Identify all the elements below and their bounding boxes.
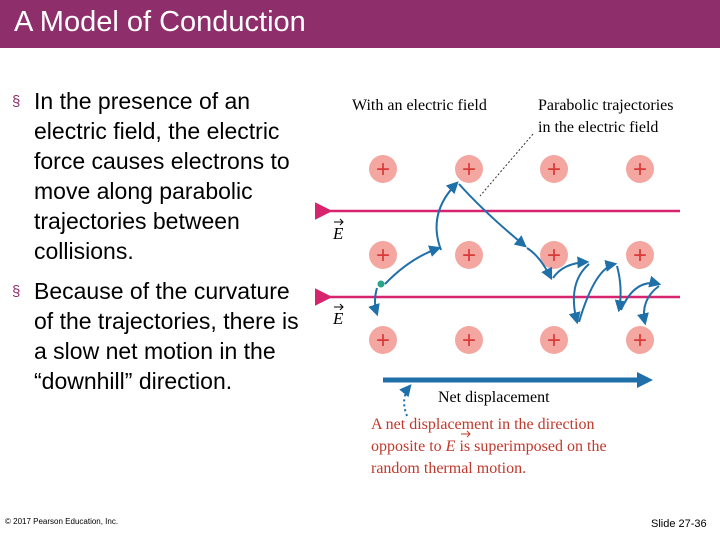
ion bbox=[626, 155, 654, 183]
field-symbol: E bbox=[333, 309, 344, 328]
ion-lattice bbox=[369, 155, 654, 354]
electron-trajectory bbox=[375, 183, 659, 323]
ion bbox=[626, 241, 654, 269]
svg-text:+: + bbox=[461, 242, 477, 269]
ion bbox=[369, 326, 397, 354]
with-field-label: With an electric field bbox=[352, 97, 487, 114]
svg-text:+: + bbox=[375, 242, 391, 269]
bullet-marker-icon: § bbox=[12, 93, 21, 110]
bullet-marker-icon: § bbox=[12, 283, 21, 300]
ion bbox=[455, 241, 483, 269]
svg-text:+: + bbox=[546, 327, 562, 354]
slide-title: A Model of Conduction bbox=[14, 6, 306, 38]
parabolic-label-line1: Parabolic trajectories bbox=[538, 97, 674, 114]
bullet-text: In the presence of an electric field, the electric force causes electrons to move along parabolic trajectories between collisions. bbox=[34, 88, 290, 264]
svg-text:+: + bbox=[375, 156, 391, 183]
caption-line1: A net displacement in the direction bbox=[371, 416, 595, 433]
conduction-diagram bbox=[315, 88, 720, 483]
field-label-2 bbox=[332, 304, 344, 328]
electron-dot bbox=[378, 281, 385, 288]
parabolic-label-line2: in the electric field bbox=[538, 119, 659, 136]
pointer-line bbox=[480, 134, 533, 196]
ion bbox=[369, 155, 397, 183]
net-displacement-label: Net displacement bbox=[438, 389, 550, 406]
svg-text:+: + bbox=[632, 156, 648, 183]
net-displacement-dotted-arrow bbox=[404, 386, 410, 416]
svg-text:+: + bbox=[461, 156, 477, 183]
ion bbox=[455, 155, 483, 183]
net-displacement-arrowhead bbox=[637, 372, 653, 388]
copyright-footer: © 2017 Pearson Education, Inc. bbox=[5, 517, 119, 526]
bullet-item bbox=[12, 276, 312, 396]
svg-text:+: + bbox=[461, 327, 477, 354]
bullet-item bbox=[12, 86, 312, 266]
svg-text:+: + bbox=[546, 156, 562, 183]
bullet-text: Because of the curvature of the trajectories, there is a slow net motion in the “downhill” direction. bbox=[34, 278, 299, 394]
ion bbox=[369, 241, 397, 269]
field-label-1 bbox=[332, 219, 344, 243]
field-symbol: E bbox=[333, 224, 344, 243]
title-bar bbox=[0, 0, 720, 48]
svg-text:+: + bbox=[546, 242, 562, 269]
ion bbox=[540, 326, 568, 354]
svg-text:+: + bbox=[632, 327, 648, 354]
caption-line3: random thermal motion. bbox=[371, 460, 527, 477]
ion bbox=[455, 326, 483, 354]
ion bbox=[626, 326, 654, 354]
conduction-figure bbox=[315, 88, 720, 483]
slide-number: Slide 27-36 bbox=[651, 518, 707, 530]
bullet-list bbox=[12, 86, 312, 400]
svg-text:+: + bbox=[632, 242, 648, 269]
svg-text:+: + bbox=[375, 327, 391, 354]
ion bbox=[540, 155, 568, 183]
caption-line2: opposite to E is superimposed on the bbox=[371, 438, 607, 455]
